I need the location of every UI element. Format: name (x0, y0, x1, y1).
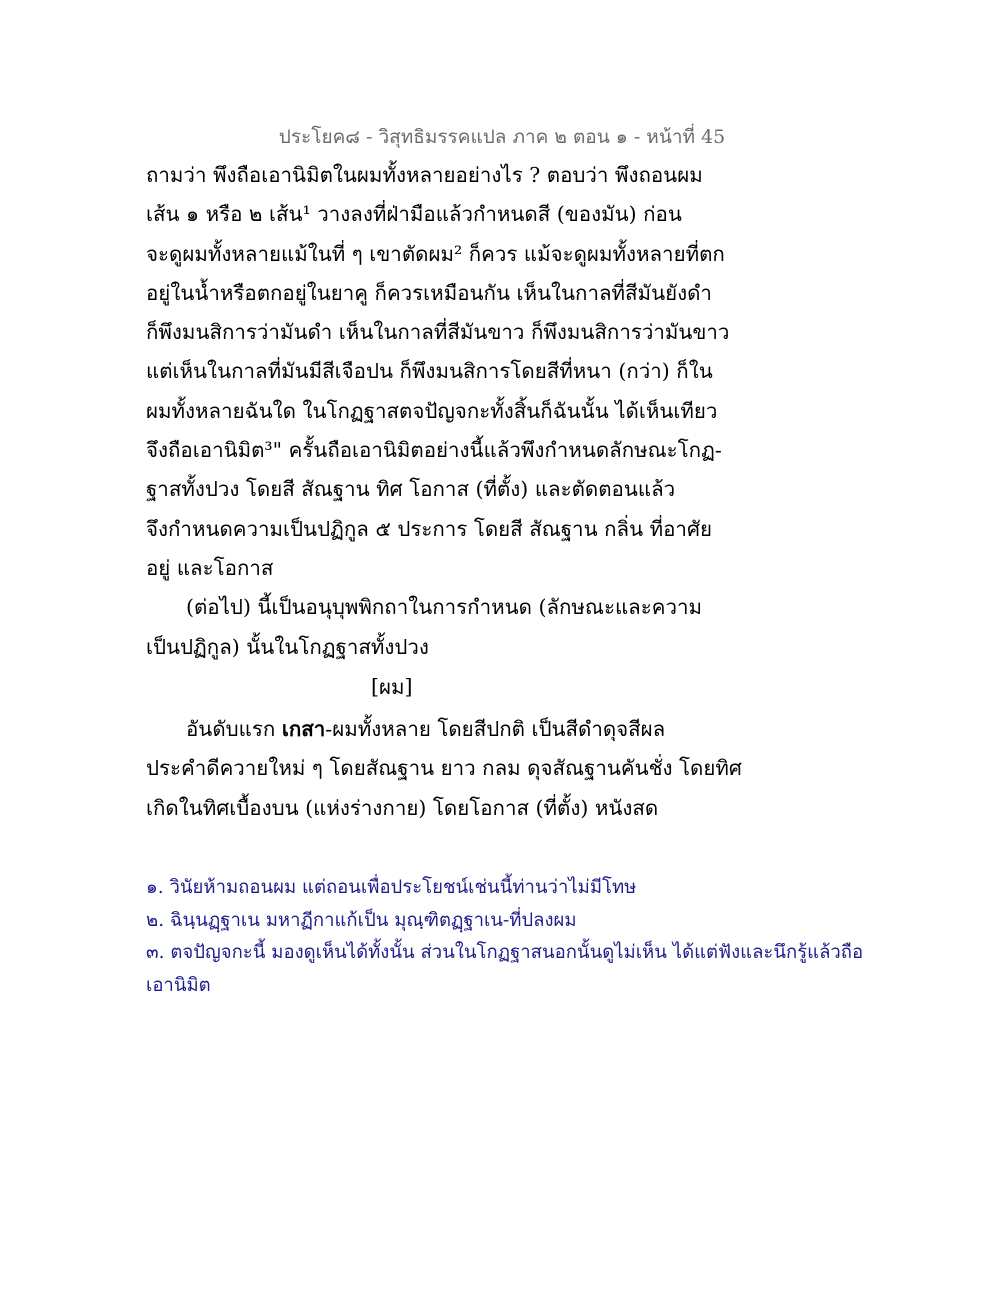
text-line: อยู่ในน้ำหรือตกอยู่ในยาคู ก็ควรเหมือนกัน เห็นในกาลที่สีมันยังดำ (146, 280, 712, 305)
text-line: ประคำดีควายใหม่ ๆ โดยสัณฐาน ยาว กลม ดุจสัณฐานคันชั่ง โดยทิศ (146, 756, 742, 781)
text-line: ผมทั้งหลายฉันใด ในโกฏฐาสตจปัญจกะทั้งสิ้นก็ฉันนั้น ได้เห็นเทียว (146, 398, 718, 423)
footnote-2: ๒. ฉินฺนฏฺฐาเน มหาฏีกาแก้เป็น มุณฺฑิตฏฺฐาเน-ที่ปลงผม (146, 909, 577, 931)
text-line: (ต่อไป) นี้เป็นอนุบุพพิกถาในการกำหนด (ลักษณะและความ (186, 595, 702, 620)
section-heading: [ผม] (371, 674, 413, 699)
line-prefix: อันดับแรก (186, 717, 282, 742)
paragraph-1 (146, 156, 866, 588)
text-line: จึงกำหนดความเป็นปฏิกูล ๕ ประการ โดยสี สัณฐาน กลิ่น ที่อาศัย (146, 516, 712, 541)
text-line: ก็พึงมนสิการว่ามันดำ เห็นในกาลที่สีมันขาว ก็พึงมนสิการว่ามันขาว (146, 320, 730, 345)
footnote-3-continuation: เอานิมิต (146, 974, 211, 996)
text-line: ฐาสทั้งปวง โดยสี สัณฐาน ทิศ โอกาส (ที่ตั้ง) และตัดตอนแล้ว (146, 477, 676, 502)
text-line: จึงถือเอานิมิต³" ครั้นถือเอานิมิตอย่างนี้แล้วพึงกำหนดลักษณะโกฏ- (146, 438, 722, 463)
paragraph-2 (146, 588, 866, 667)
text-line: แต่เห็นในกาลที่มันมีสีเจือปน ก็พึงมนสิการโดยสีที่หนา (กว่า) ก็ใน (146, 359, 713, 384)
footnotes (146, 872, 866, 1002)
body-text (146, 156, 866, 828)
paragraph-3 (146, 710, 866, 828)
text-line: เป็นปฏิกูล) นั้นในโกฏฐาสทั้งปวง (146, 634, 429, 659)
text-line: ถามว่า พึงถือเอานิมิตในผมทั้งหลายอย่างไร ? ตอบว่า พึงถอนผม (146, 163, 703, 187)
text-line (146, 710, 866, 749)
page-header: ประโยค๘ - วิสุทธิมรรคแปล ภาค ๒ ตอน ๑ - หน้าที่ 45 (278, 126, 726, 148)
pali-term: เกสา (281, 717, 326, 742)
text-line: อยู่ และโอกาส (146, 555, 274, 580)
line-suffix: -ผมทั้งหลาย โดยสีปกติ เป็นสีดำดุจสีผล (325, 717, 666, 742)
text-line: เกิดในทิศเบื้องบน (แห่งร่างกาย) โดยโอกาส (ที่ตั้ง) หนังสด (146, 795, 659, 820)
text-line: จะดูผมทั้งหลายแม้ในที่ ๆ เขาตัดผม² ก็ควร แม้จะดูผมทั้งหลายที่ตก (146, 241, 725, 266)
footnote-1: ๑. วินัยห้ามถอนผม แต่ถอนเพื่อประโยชน์เช่นนี้ท่านว่าไม่มีโทษ (146, 877, 637, 898)
footnote-3: ๓. ตจปัญจกะนี้ มองดูเห็นได้ทั้งนั้น ส่วนในโกฏฐาสนอกนั้นดูไม่เห็น ได้แต่ฟังและนึกรู้แล้วถือ (146, 942, 864, 963)
text-line: เส้น ๑ หรือ ๒ เส้น¹ วางลงที่ฝ่ามือแล้วกำหนดสี (ของมัน) ก่อน (146, 202, 682, 227)
